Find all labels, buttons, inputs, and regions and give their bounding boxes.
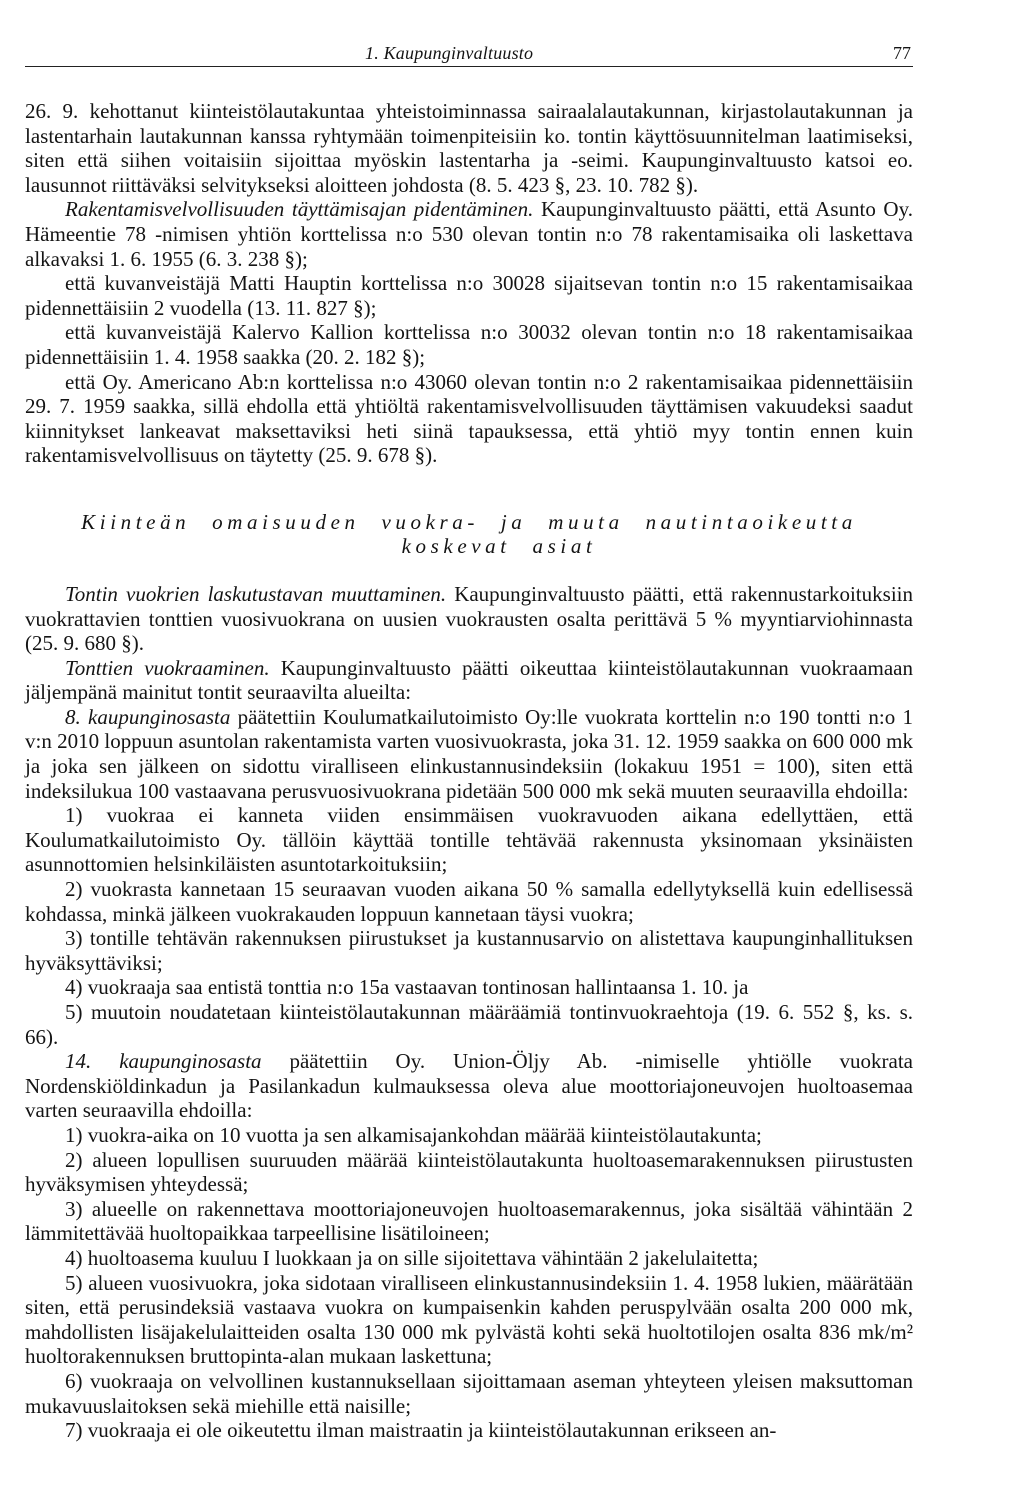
paragraph: että kuvanveistäjä Kalervo Kallion korttelissa n:o 30032 olevan tontin n:o 18 rakentamisaikaa pidennettäisiin 1. 4. 1958 saakka (20. 2. 182 §);: [25, 320, 913, 369]
paragraph: 8. kaupunginosasta päätettiin Koulumatkailutoimisto Oy:lle vuokrata korttelin n:o 190 tontti n:o 1 v:n 2010 loppuun asuntolan rakentamista varten vuosivuokrasta, joka 31. 12. 1959 saakka on 600 000 mk ja joka sen jälkeen on sidottu viralliseen elinkustannusindeksiin (lokakuu 1951 = 100), siten että indeksilukua 100 vastaavana perusvuosivuokrana pidetään 500 000 mk sekä muuten seuraavilla ehdoilla:: [25, 704, 913, 803]
list-item: 7) vuokraaja ei ole oikeutettu ilman maistraatin ja kiinteistölautakunnan erikseen an-: [65, 1418, 777, 1443]
section-heading: [25, 510, 913, 558]
list-item: 3) alueelle on rakennettava moottoriajoneuvojen huoltoasemarakennus, joka sisältää vähintään 2 lämmitettävää huoltopaikkaa tarpeellisine lisätiloineen;: [25, 1196, 913, 1246]
paragraph: että kuvanveistäjä Matti Hauptin korttelissa n:o 30028 sijaitsevan tontin n:o 15 rakentamisaikaa pidennettäisiin 2 vuodella (13. 11. 827 §);: [25, 271, 913, 320]
list-item: 2) alueen lopullisen suuruuden määrää kiinteistölautakunta huoltoasemarakennuksen piirustusten hyväksymisen yhteydessä;: [25, 1147, 913, 1197]
list-item: 3) tontille tehtävän rakennuksen piirustukset ja kustannusarvio on alistettava kaupunginhallituksen hyväksyttäviksi;: [25, 926, 913, 975]
paragraph-lead: Tontin vuokrien laskutustavan muuttaminen.: [65, 581, 447, 606]
paragraph: 14. kaupunginosasta päätettiin Oy. Union-Öljy Ab. -nimiselle yhtiölle vuokrata Nordenskiöldinkadun ja Pasilankadun kulmauksessa oleva alue moottoriajoneuvojen huoltoasemaa varten seuraavilla ehdoilla:: [25, 1049, 913, 1123]
list-item: 2) vuokrasta kannetaan 15 seuraavan vuoden aikana 50 % samalla edellytyksellä kuin edellisessä kohdassa, minkä jälkeen vuokrakauden loppuun kannetaan täysi vuokra;: [25, 877, 913, 926]
list-item: 4) huoltoasema kuuluu I luokkaan ja on sille sijoitettava vähintään 2 jakelulaitetta;: [65, 1245, 759, 1270]
page-number: 77: [893, 43, 911, 63]
list-item: 5) muutoin noudatetaan kiinteistölautakunnan määräämiä tontinvuokraehtoja (19. 6. 552 §, ks. s. 66).: [25, 1000, 913, 1049]
list-item: 4) vuokraaja saa entistä tonttia n:o 15a vastaavan tontinosan hallintaansa 1. 10. ja: [65, 975, 749, 1000]
document-page: [25, 40, 913, 1443]
running-head: [25, 40, 913, 67]
section-heading-line-1: Kiinteän omaisuuden vuokra- ja muuta nautintaoikeutta: [81, 509, 857, 534]
paragraph: 26. 9. kehottanut kiinteistölautakuntaa yhteistoiminnassa sairaalalautakunnan, kirjastolautakunnan ja lastentarhain lautakunnan kanssa ryhtymään toimenpiteisiin ko. tontin käyttösuunnitelman laatimiseksi, siten että siihen voitaisiin sijoittaa myöskin lastentarha ja -seimi. Kaupunginvaltuusto katsoi eo. lausunnot riittäväksi selvitykseksi aloitteen johdosta (8. 5. 423 §, 23. 10. 782 §).: [25, 99, 913, 197]
paragraph-lead: 8. kaupunginosasta: [65, 704, 231, 729]
paragraph: Tontin vuokrien laskutustavan muuttaminen. Kaupunginvaltuusto päätti, että rakennustarkoituksiin vuokrattavien tonttien vuosivuokrana on uusien vuokrausten osalta perittävä 5 % myyntiarviohinnasta (25. 9. 680 §).: [25, 581, 913, 656]
list-item: 5) alueen vuosivuokra, joka sidotaan viralliseen elinkustannusindeksiin 1. 4. 1958 lukien, määrätään siten, että perusindeksiä vastaava vuokra on kumpaisenkin kahden peruspylvään osalta 200 000 mk, mahdollisten lisäjakelulaitteiden osalta 130 000 mk pylvästä kohti sekä huoltotilojen osalta 836 mk/m² huoltorakennuksen bruttopinta-alan mukaan laskettuna;: [25, 1270, 913, 1369]
list-item: 1) vuokra-aika on 10 vuotta ja sen alkamisajankohdan määrää kiinteistölautakunta;: [65, 1122, 762, 1147]
list-item: 1) vuokraa ei kanneta viiden ensimmäisen vuokravuoden aikana edellyttäen, että Koulumatkailutoimisto Oy. tällöin käyttää tontille tehtävää rakennusta yksinomaan yksinäisten asunnottomien helsinkiläisten asuntotarkoituksiin;: [25, 803, 913, 877]
running-head-title: 1. Kaupunginvaltuusto: [365, 43, 534, 63]
paragraph-lead: 14. kaupunginosasta: [65, 1049, 262, 1074]
document-body: [25, 99, 913, 1443]
section-heading-line-2: koskevat asiat: [401, 533, 597, 558]
paragraph-lead: Tonttien vuokraaminen.: [65, 655, 270, 680]
paragraph-lead: Rakentamisvelvollisuuden täyttämisajan pidentäminen.: [65, 197, 534, 222]
paragraph: että Oy. Americano Ab:n korttelissa n:o 43060 olevan tontin n:o 2 rakentamisaikaa pidennettäisiin 29. 7. 1959 saakka, sillä ehdolla että yhtiöltä rakentamisvelvollisuuden täyttämisen vakuudeksi saadut kiinnitykset lankeavat maksettaviksi heti siinä tapauksessa, että yhtiö myy tontin ennen kuin rakentamisvelvollisuus on täytetty (25. 9. 678 §).: [25, 369, 913, 468]
paragraph: Tonttien vuokraaminen. Kaupunginvaltuusto päätti oikeuttaa kiinteistölautakunnan vuokraamaan jäljempänä mainitut tontit seuraavilta alueilta:: [25, 655, 913, 705]
paragraph: Rakentamisvelvollisuuden täyttämisajan pidentäminen. Kaupunginvaltuusto päätti, että Asunto Oy. Hämeentie 78 -nimisen yhtiön korttelissa n:o 530 olevan tontin n:o 78 rakentamisaika oli laskettava alkavaksi 1. 6. 1955 (6. 3. 238 §);: [25, 197, 913, 271]
list-item: 6) vuokraaja on velvollinen kustannuksellaan sijoittamaan aseman yhteyteen yleisen maksuttoman mukavuuslaitoksen sekä miehille että naisille;: [25, 1368, 913, 1418]
